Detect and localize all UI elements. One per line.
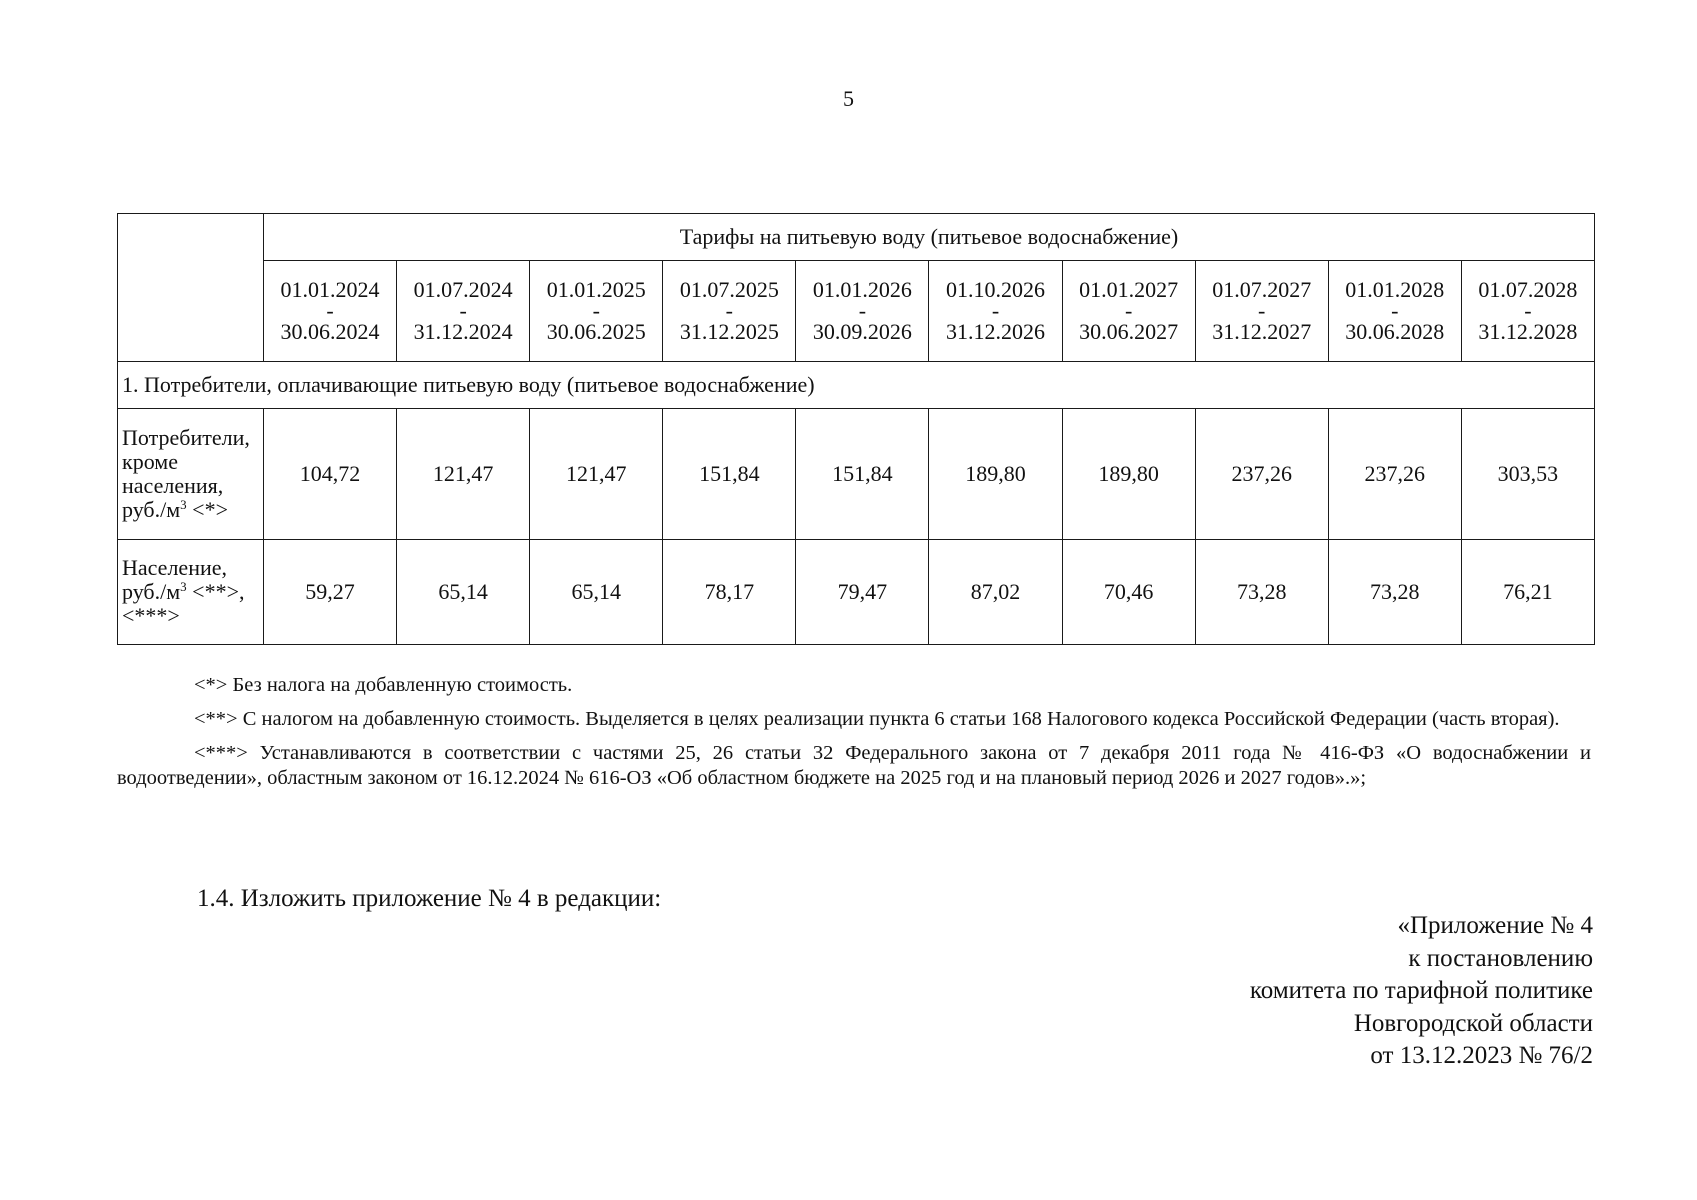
table-cell-value: 303,53 <box>1461 409 1594 540</box>
table-cell-value: 70,46 <box>1062 540 1195 645</box>
period-to: 30.06.2024 <box>280 318 380 344</box>
period-sep: - <box>326 298 334 324</box>
row-label-consumers <box>118 409 264 540</box>
period-sep: - <box>1258 298 1266 324</box>
row-label-tail: <***> <box>122 603 180 629</box>
period-from: 01.07.2025 <box>679 276 779 302</box>
period-to: 30.06.2028 <box>1345 318 1445 344</box>
table-cell-value: 189,80 <box>929 409 1062 540</box>
table-cell-value: 65,14 <box>530 540 663 645</box>
period-sep: - <box>1124 298 1133 324</box>
footnote-3: <***> Устанавливаются в соответствии с частями 25, 26 статьи 32 Федерального закона от 7 декабря 2011 года № 416-ФЗ «О водоснабжении и водоотведении», областным законом от 16.12.2024 № 616-ОЗ «Об областном бюджете на 2025 год и на плановый период 2026 и 2027 годов».»; <box>117 741 1591 790</box>
period-to: 31.12.2028 <box>1478 318 1578 344</box>
row-label-line: населения, <box>122 473 224 498</box>
row-unit-suffix: <**>, <box>186 578 245 604</box>
table-cell-value: 104,72 <box>264 409 397 540</box>
table-cell-value: 151,84 <box>663 409 796 540</box>
period-to: 31.12.2025 <box>679 318 779 344</box>
period-from: 01.01.2024 <box>280 276 380 302</box>
period-row <box>118 261 1595 362</box>
period-header <box>1195 261 1328 362</box>
period-to: 30.09.2026 <box>812 318 912 344</box>
period-header <box>397 261 530 362</box>
period-to: 30.06.2027 <box>1079 318 1179 344</box>
period-header <box>264 261 397 362</box>
table-row-consumers <box>118 409 1595 540</box>
period-to: 30.06.2025 <box>546 318 646 344</box>
table-header-title: Тарифы на питьевую воду (питьевое водоснабжение) <box>264 214 1595 261</box>
section-title: 1. Потребители, оплачивающие питьевую воду (питьевое водоснабжение) <box>118 362 1595 409</box>
period-to: 31.12.2024 <box>413 318 513 344</box>
period-sep: - <box>991 298 1000 324</box>
period-header <box>796 261 929 362</box>
table-cell-value: 151,84 <box>796 409 929 540</box>
table-cell-value: 87,02 <box>929 540 1062 645</box>
period-from: 01.07.2027 <box>1212 276 1312 302</box>
period-header <box>530 261 663 362</box>
appendix-line: комитета по тарифной политике <box>1249 977 1593 1004</box>
table-cell-value: 237,26 <box>1328 409 1461 540</box>
appendix-line: к постановлению <box>1408 944 1593 972</box>
section-row <box>118 362 1595 409</box>
period-from: 01.07.2024 <box>413 276 513 302</box>
row-label-line: Население, <box>122 554 228 580</box>
row-unit: руб./м <box>122 578 181 604</box>
table-cell-value: 121,47 <box>397 409 530 540</box>
page-number: 5 <box>843 86 854 111</box>
table-header-row <box>118 214 1595 261</box>
row-label-population <box>118 540 264 645</box>
period-to: 31.12.2026 <box>946 318 1046 344</box>
appendix-line: от 13.12.2023 № 76/2 <box>1370 1042 1593 1069</box>
period-to: 31.12.2027 <box>1212 318 1312 344</box>
row-unit: руб./м <box>122 497 181 523</box>
table-cell-value: 237,26 <box>1195 409 1328 540</box>
period-from: 01.01.2025 <box>546 276 646 302</box>
table-cell-value: 73,28 <box>1328 540 1461 645</box>
period-from: 01.07.2028 <box>1478 276 1578 302</box>
row-label-line: кроме <box>122 448 178 474</box>
period-sep: - <box>1391 298 1399 324</box>
period-header <box>929 261 1062 362</box>
period-sep: - <box>725 298 733 324</box>
period-header <box>663 261 796 362</box>
appendix-line: Новгородской области <box>1353 1009 1593 1037</box>
footnotes <box>117 673 1591 800</box>
period-sep: - <box>592 298 600 324</box>
table-cell-value: 189,80 <box>1062 409 1195 540</box>
footnote-1: <*> Без налога на добавленную стоимость. <box>194 674 573 696</box>
period-sep: - <box>459 298 467 324</box>
unit-superscript: 3 <box>180 578 187 594</box>
period-sep: - <box>1524 298 1532 324</box>
row-label-line: Потребители, <box>122 424 250 450</box>
instruction-text: 1.4. Изложить приложение № 4 в редакции: <box>197 885 662 912</box>
table-cell-value: 78,17 <box>663 540 796 645</box>
tariff-table <box>117 213 1595 645</box>
period-header <box>1062 261 1195 362</box>
period-from: 01.01.2027 <box>1079 276 1179 302</box>
footnote-2: <**> С налогом на добавленную стоимость. Выделяется в целях реализации пункта 6 статьи 168 Налогового кодекса Российской Федерации (часть вторая). <box>194 707 1560 730</box>
appendix-reference <box>993 910 1593 1073</box>
period-sep: - <box>858 298 867 324</box>
table-cell-value: 65,14 <box>397 540 530 645</box>
table-cell-value: 79,47 <box>796 540 929 645</box>
table-cell-value: 59,27 <box>264 540 397 645</box>
table-cell-value: 73,28 <box>1195 540 1328 645</box>
period-header <box>1461 261 1594 362</box>
table-cell-value: 76,21 <box>1461 540 1594 645</box>
period-header <box>1328 261 1461 362</box>
appendix-line: «Приложение № 4 <box>1397 912 1593 939</box>
period-from: 01.01.2028 <box>1345 276 1445 302</box>
corner-cell <box>118 214 264 362</box>
period-from: 01.10.2026 <box>946 276 1046 302</box>
unit-superscript: 3 <box>180 497 187 513</box>
period-from: 01.01.2026 <box>812 276 912 302</box>
row-unit-suffix: <*> <box>186 497 228 523</box>
table-row-population <box>118 540 1595 645</box>
table-cell-value: 121,47 <box>530 409 663 540</box>
